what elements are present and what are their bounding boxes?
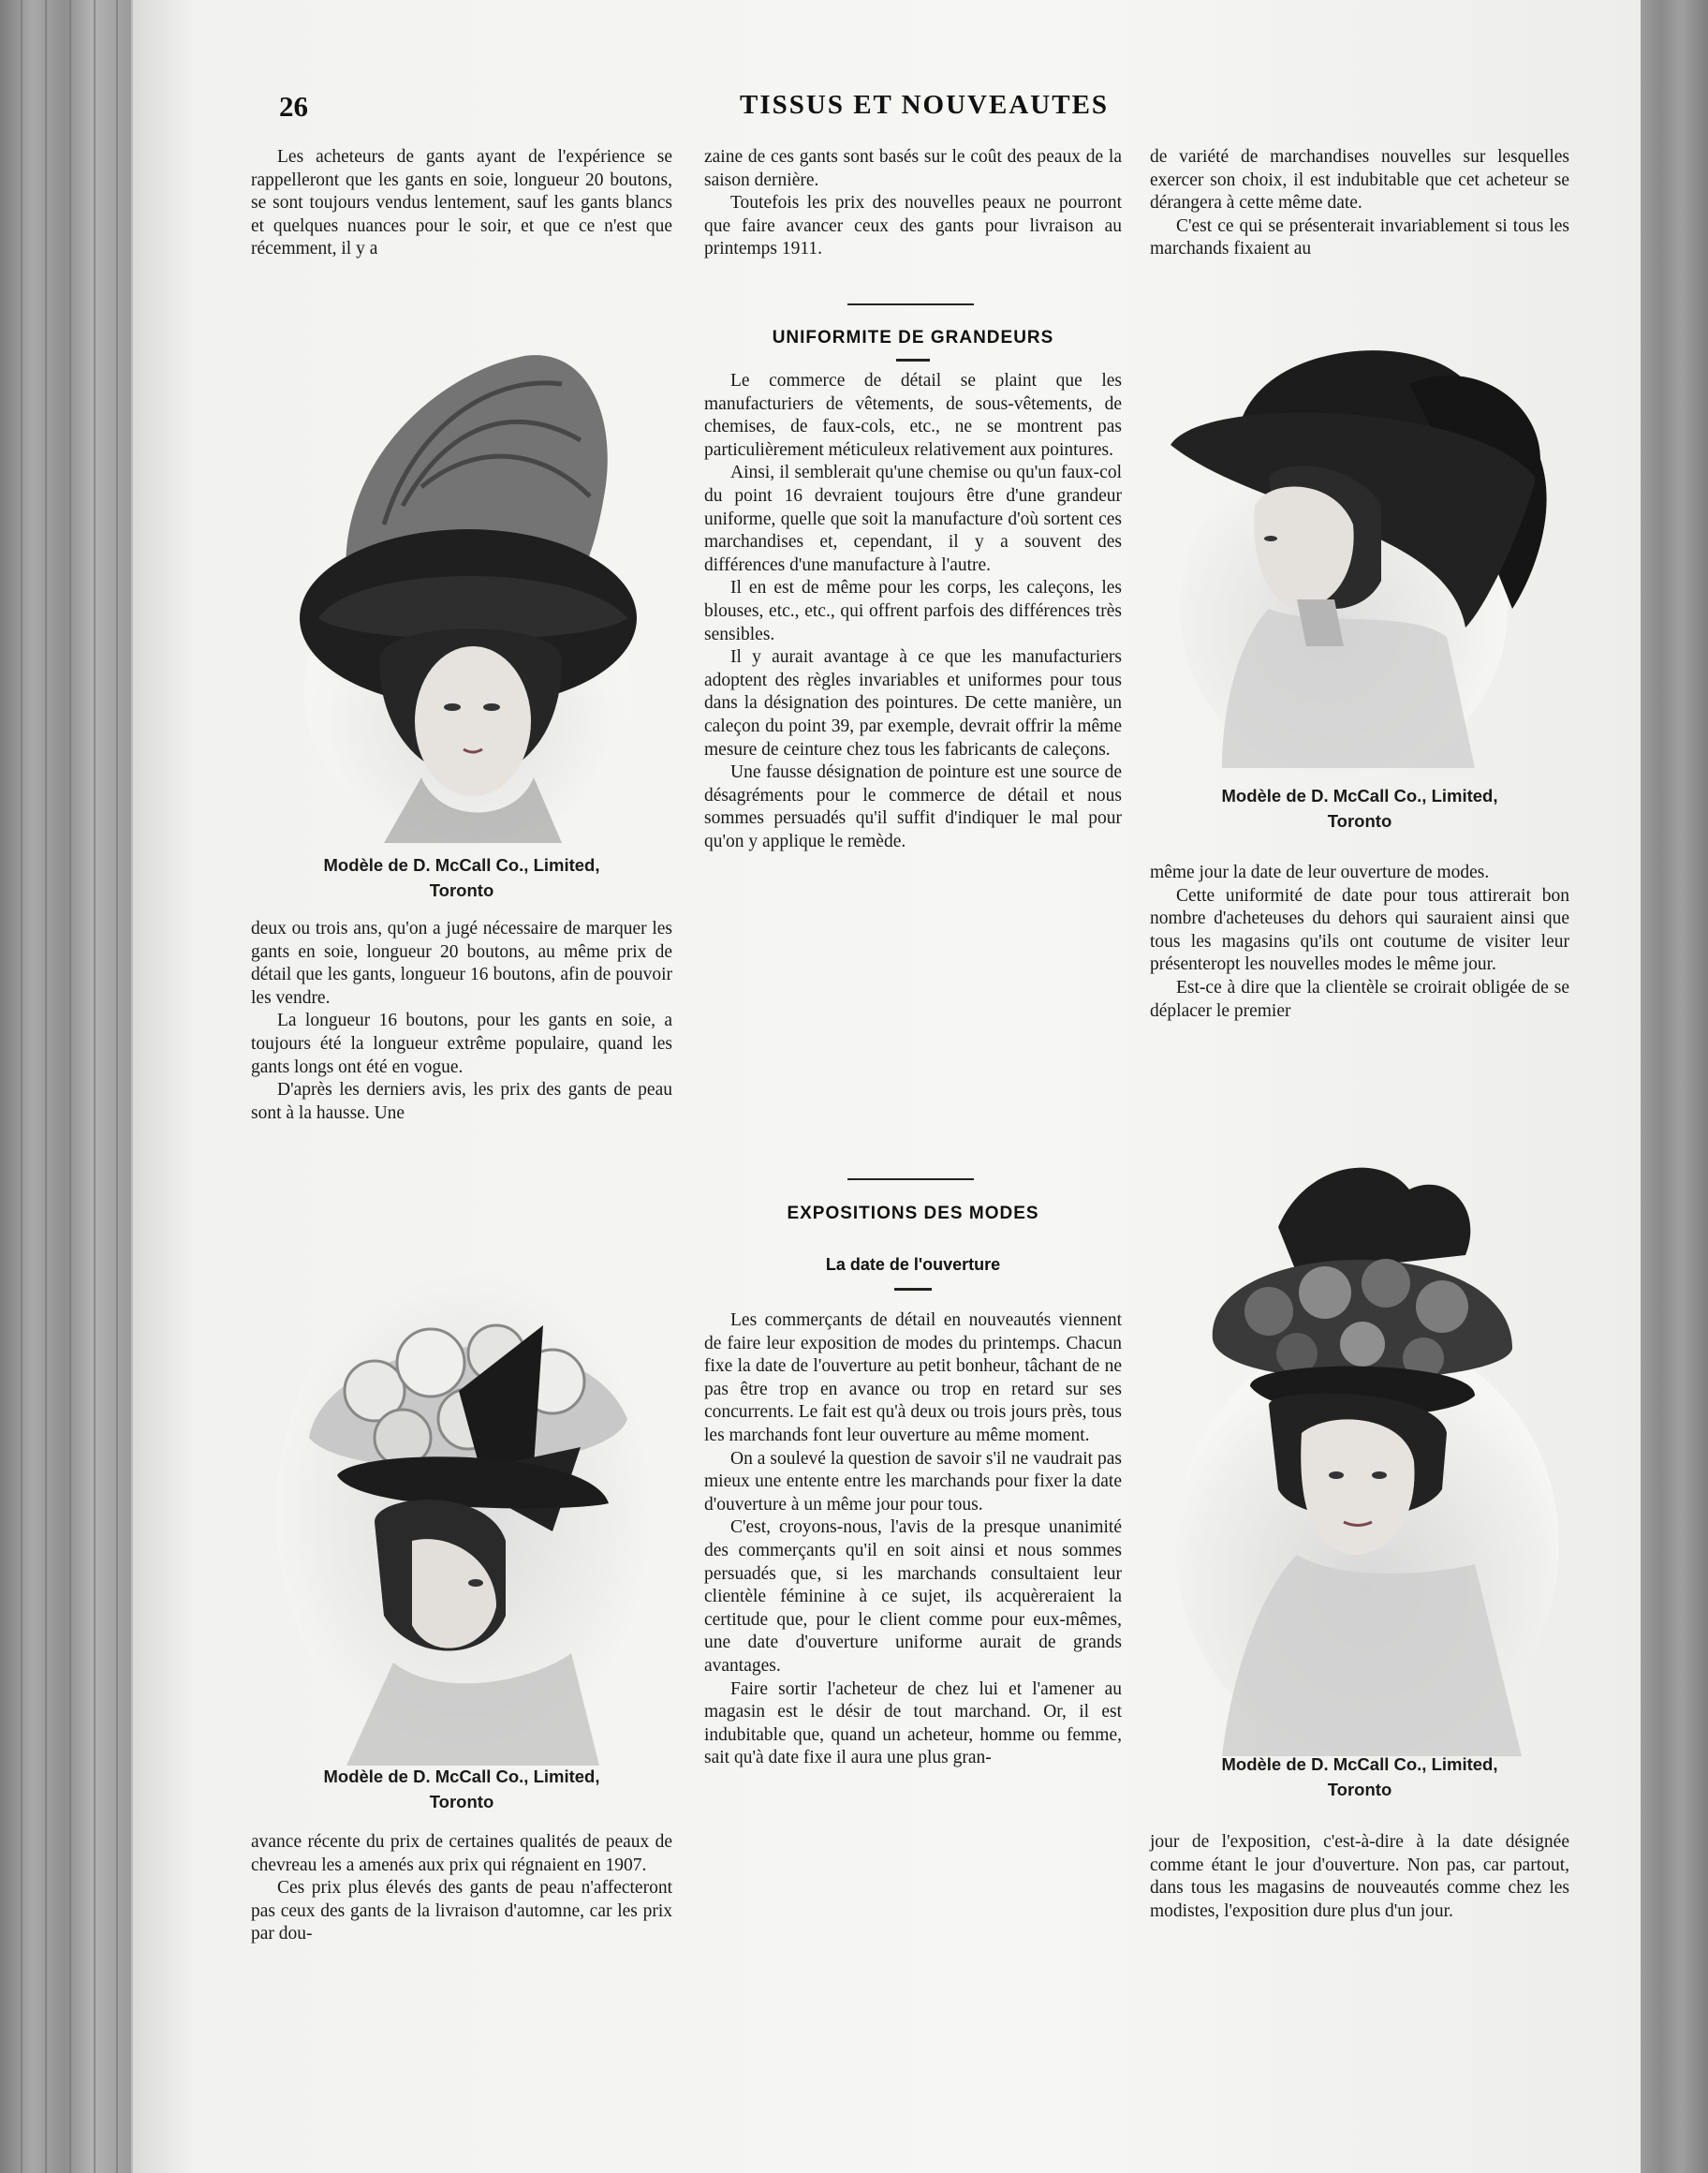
paragraph: Toutefois les prix des nouvelles peaux ne pourront que faire avancer ceux des gants pour livraison au printemps 1911. bbox=[704, 193, 1122, 259]
page-edge-line bbox=[45, 0, 47, 2173]
paragraph: La longueur 16 boutons, pour les gants en soie, a toujours été la longueur extrême populaire, quand les gants longs ont été en vogue. bbox=[251, 1011, 672, 1077]
page-edge-line bbox=[94, 0, 96, 2173]
paragraph: Ainsi, il semblerait qu'une chemise ou qu'un faux-col du point 16 devraient toujours être d'une grandeur uniforme, quelle que soit la manufacture d'où sortent ces marchandises et, cependant, il y a souvent des différences d'une manufacture à l'autre. bbox=[704, 463, 1122, 575]
paragraph: de variété de marchandises nouvelles sur lesquelles exercer son choix, il est indubitable que cet acheteur se dérangera à cette même date. bbox=[1150, 147, 1569, 214]
column-2-top bbox=[704, 146, 1122, 261]
paragraph: Il en est de même pour les corps, les caleçons, les blouses, etc., etc., qui offrent parfois des différences très sensibles. bbox=[704, 578, 1122, 644]
paragraph: Il y aurait avantage à ce que les manufacturiers adoptent des règles invariables et uniformes pour tous dans la désignation des pointures. De cette manière, un caleçon du point 39, par exemple, devrait offrir la même mesure de ceinture chez tous les fabricants de caleçons. bbox=[704, 647, 1122, 760]
section-divider bbox=[847, 303, 974, 305]
column-3-bottom bbox=[1150, 1831, 1569, 1923]
page-edge-line bbox=[21, 0, 22, 2173]
page-number: 26 bbox=[279, 90, 308, 123]
hat-portrait-flowers bbox=[1166, 1152, 1559, 1756]
paragraph: C'est ce qui se présenterait invariablement si tous les marchands fixaient au bbox=[1150, 215, 1569, 259]
paragraph: deux ou trois ans, qu'on a jugé nécessaire de marquer les gants en soie, longueur 20 boutons, au même prix de détail que les gants, longueur 16 boutons, afin de pouvoir les vendre. bbox=[251, 919, 672, 1008]
paragraph: même jour la date de leur ouverture de modes. bbox=[1150, 863, 1490, 882]
column-3-mid bbox=[1150, 862, 1569, 1023]
figure-caption bbox=[1150, 1752, 1569, 1802]
figure-caption bbox=[251, 852, 672, 903]
running-title: TISSUS ET NOUVEAUTES bbox=[740, 90, 1110, 120]
section-subheading: La date de l'ouverture bbox=[825, 1255, 1001, 1274]
paragraph: Les commerçants de détail en nouveautés viennent de faire leur exposition de modes du printemps. Chacun fixe la date de l'ouverture au petit bonheur, tâchant de ne pas être trop en avance ou trop en retard sur ses concurrents. Le fait est qu'à deux ou trois jours près, tous les marchands font leur ouverture au même moment. bbox=[704, 1310, 1122, 1445]
caption-line: Modèle de D. McCall Co., Limited, bbox=[1221, 1754, 1498, 1774]
heading-underline bbox=[896, 359, 930, 362]
caption-line: Modèle de D. McCall Co., Limited, bbox=[1221, 786, 1498, 806]
caption-line: Toronto bbox=[1327, 1780, 1392, 1799]
column-2-section-2 bbox=[704, 1309, 1122, 1770]
caption-line: Toronto bbox=[429, 880, 494, 900]
page-edge-line bbox=[69, 0, 71, 2173]
caption-line: Toronto bbox=[1327, 811, 1392, 831]
section-divider bbox=[847, 1178, 974, 1180]
paragraph: Cette uniformité de date pour tous attirerait bon nombre d'acheteuses du dehors qui sauraient ainsi que tous les magasins qu'ils ont coutume de visiter leur présenteropt les nouvelles modes le même jour. bbox=[1150, 885, 1569, 975]
caption-line: Modèle de D. McCall Co., Limited, bbox=[323, 855, 600, 875]
caption-line: Modèle de D. McCall Co., Limited, bbox=[323, 1766, 600, 1786]
paragraph: Est-ce à dire que la clientèle se croirait obligée de se déplacer le premier bbox=[1150, 977, 1569, 1021]
paragraph: zaine de ces gants sont basés sur le coût des peaux de la saison dernière. bbox=[704, 147, 1122, 190]
hat-portrait-wide-brim bbox=[1166, 328, 1559, 777]
paragraph: Faire sortir l'acheteur de chez lui et l'amener au magasin est le désir de tout marchand. Or, il est indubitable que, quand un acheteur, homme ou femme, sait qu'à date fixe il aura une plus gran- bbox=[704, 1678, 1122, 1768]
figure-caption bbox=[251, 1764, 672, 1814]
column-1-top bbox=[251, 146, 672, 261]
figure-caption bbox=[1150, 783, 1569, 834]
facing-page-edge bbox=[1641, 0, 1708, 2173]
hat-portrait-feather bbox=[281, 337, 646, 843]
paragraph: D'après les derniers avis, les prix des gants de peau sont à la hausse. Une bbox=[251, 1080, 672, 1123]
book-spine bbox=[0, 0, 131, 2173]
hat-portrait-roses bbox=[272, 1260, 655, 1766]
caption-line: Toronto bbox=[429, 1792, 494, 1811]
paragraph: avance récente du prix de certaines qualités de peaux de chevreau les a amenés aux prix qui régnaient en 1907. bbox=[251, 1832, 672, 1875]
column-1-bottom bbox=[251, 1831, 672, 1946]
section-heading: EXPOSITIONS DES MODES bbox=[787, 1204, 1039, 1223]
column-3-top bbox=[1150, 146, 1569, 261]
paragraph: Les acheteurs de gants ayant de l'expérience se rappelleront que les gants en soie, longueur 20 boutons, se sont toujours vendus lentement, sauf les gants blancs et quelques nuances pour le soir, et que ce n'est que récemment, il y a bbox=[251, 147, 672, 259]
paragraph: C'est, croyons-nous, l'avis de la presque unanimité des commerçants qu'il en soit ainsi et nous sommes persuadés que, si les marchands consultaient leur clientèle féminine à ce sujet, ils acquèreraient la certitude que, pour le client comme pour eux-mêmes, une date d'ouverture uniforme aurait de grands avantages. bbox=[704, 1517, 1122, 1676]
paragraph: Le commerce de détail se plaint que les manufacturiers de vêtements, de sous-vêtements, de chemises, de faux-cols, etc., ne se montrent pas particulièrement méticuleux relativement aux pointures. bbox=[704, 371, 1122, 460]
heading-underline bbox=[894, 1288, 932, 1291]
paragraph: Une fausse désignation de pointure est une source de désagréments pour le commerce de détail et nous sommes persuadés qu'il suffit d'indiquer le mal pour qu'on y applique le remède. bbox=[704, 762, 1122, 851]
section-heading: UNIFORMITE DE GRANDEURS bbox=[772, 328, 1054, 347]
column-2-section-1 bbox=[704, 370, 1122, 853]
paragraph: Ces prix plus élevés des gants de peau n'affecteront pas ceux des gants de la livraison d'automne, car les prix par dou- bbox=[251, 1878, 672, 1944]
page-edge-line bbox=[116, 0, 118, 2173]
column-1-mid bbox=[251, 918, 672, 1125]
paragraph: jour de l'exposition, c'est-à-dire à la date désignée comme étant le jour d'ouverture. Non pas, car partout, dans tous les magasins de nouveautés comme chez les modistes, l'exposition dure plus d'un jour. bbox=[1150, 1832, 1569, 1921]
paragraph: On a soulevé la question de savoir s'il ne vaudrait pas mieux une entente entre les marchands pour fixer la date d'ouverture à un même jour pour tous. bbox=[704, 1448, 1122, 1515]
